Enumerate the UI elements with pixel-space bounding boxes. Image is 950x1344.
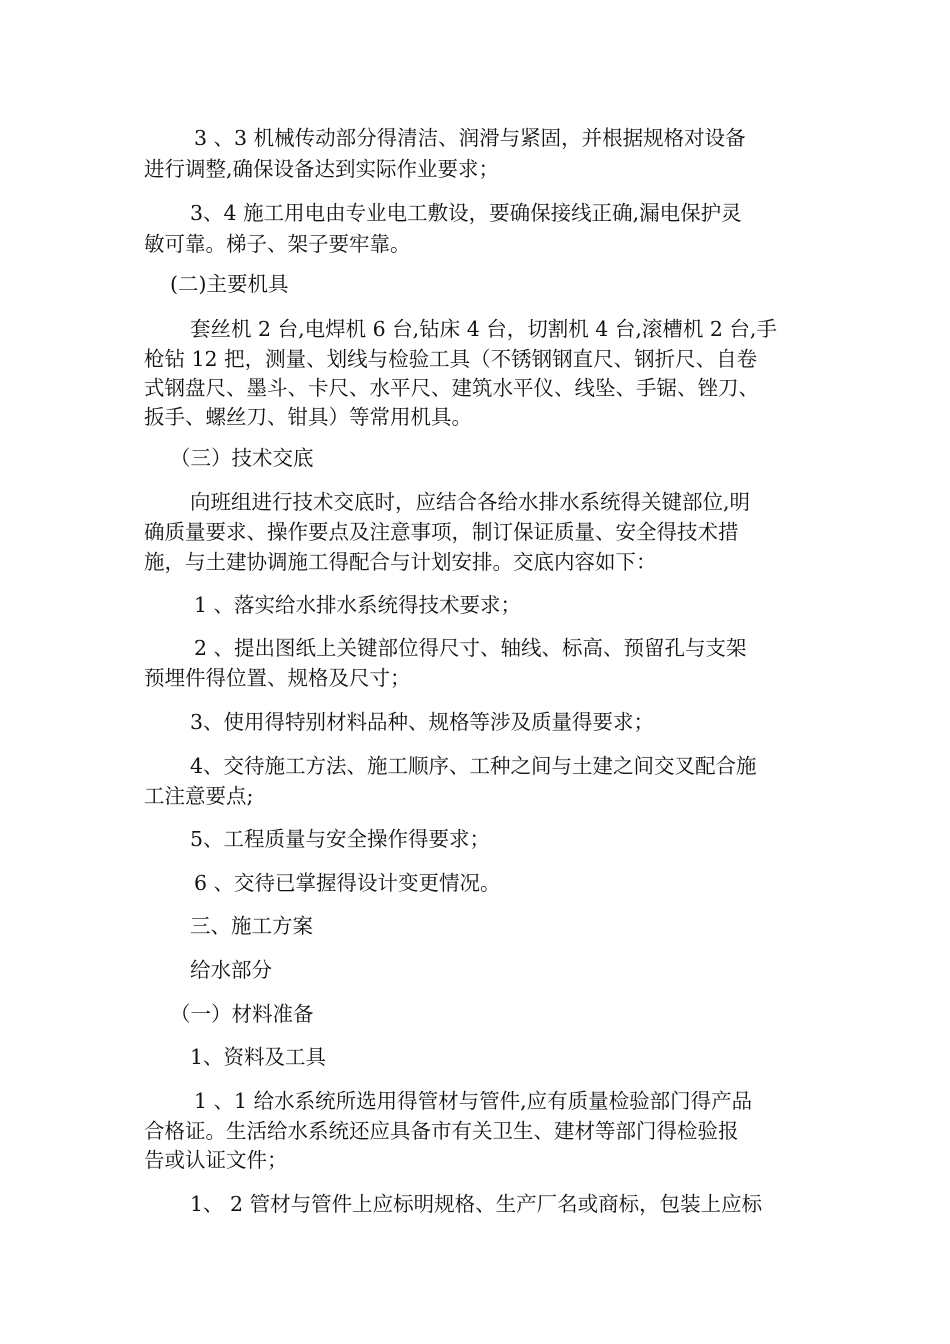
item-6: 6 、交待已掌握得设计变更情况。: [194, 871, 501, 895]
item-2-line1: 2 、提出图纸上关键部位得尺寸、轴线、标高、预留孔与支架: [194, 636, 747, 660]
para-briefing-line3: 施，与土建协调施工得配合与计划安排。交底内容如下：: [144, 550, 657, 574]
heading-material-prep: （一）材料准备: [170, 1002, 314, 1026]
para-tools-line3: 式钢盘尺、墨斗、卡尺、水平尺、建筑水平仪、线坠、手锯、锉刀、: [144, 376, 759, 400]
heading-construction-plan: 三、施工方案: [190, 914, 313, 938]
item-4-line1: 4、交待施工方法、施工顺序、工种之间与土建之间交叉配合施: [190, 754, 757, 778]
heading-materials-tools: 1、资料及工具: [190, 1045, 327, 1069]
heading-main-tools: (二)主要机具: [170, 272, 289, 296]
para-tools-line1: 套丝机 2 台,电焊机 6 台,钻床 4 台，切割机 4 台,滚槽机 2 台,手: [190, 317, 777, 341]
heading-tech-briefing: （三）技术交底: [170, 446, 314, 470]
para-briefing-line1: 向班组进行技术交底时，应结合各给水排水系统得关键部位,明: [190, 490, 751, 514]
item-3: 3、使用得特别材料品种、规格等涉及质量得要求；: [190, 710, 655, 734]
heading-water-supply: 给水部分: [190, 958, 272, 982]
para-1-1-line3: 告或认证文件；: [144, 1148, 288, 1172]
para-1-1-line1: 1 、1 给水系统所选用得管材与管件,应有质量检验部门得产品: [194, 1089, 753, 1113]
item-1: 1 、落实给水排水系统得技术要求；: [194, 593, 522, 617]
para-3-4-line2: 敏可靠。梯子、架子要牢靠。: [144, 232, 411, 256]
para-3-3-line2: 进行调整,确保设备达到实际作业要求；: [144, 157, 500, 181]
item-5: 5、工程质量与安全操作得要求；: [190, 827, 491, 851]
item-4-line2: 工注意要点;: [144, 784, 254, 808]
para-3-4-line1: 3、4 施工用电由专业电工敷设，要确保接线正确,漏电保护灵: [190, 201, 742, 225]
para-briefing-line2: 确质量要求、操作要点及注意事项，制订保证质量、安全得技术措: [144, 520, 739, 544]
para-1-1-line2: 合格证。生活给水系统还应具备市有关卫生、建材等部门得检验报: [144, 1119, 739, 1143]
para-3-3-line1: 3 、3 机械传动部分得清洁、润滑与紧固，并根据规格对设备: [194, 126, 746, 150]
para-1-2-line1: 1、 2 管材与管件上应标明规格、生产厂名或商标，包装上应标: [190, 1192, 763, 1216]
para-tools-line2: 枪钻 12 把，测量、划线与检验工具（不锈钢钢直尺、钢折尺、自卷: [144, 347, 758, 371]
item-2-line2: 预埋件得位置、规格及尺寸；: [144, 666, 411, 690]
para-tools-line4: 扳手、螺丝刀、钳具）等常用机具。: [144, 405, 472, 429]
